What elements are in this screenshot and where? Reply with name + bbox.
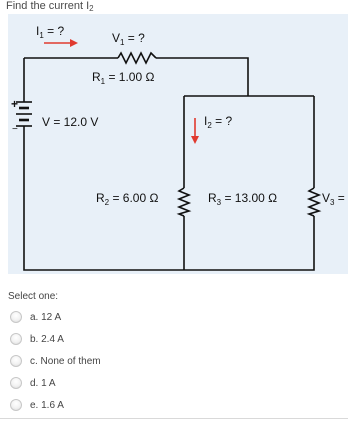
wire-top-right — [156, 58, 248, 96]
i2-arrow — [191, 118, 199, 144]
answer-options — [10, 306, 101, 416]
option-a[interactable] — [10, 306, 101, 328]
radio-button-icon[interactable] — [10, 333, 22, 345]
i2-label: $I_2$ = ? — [204, 114, 233, 130]
r2-resistor — [179, 188, 189, 216]
option-label: a. 12 A — [30, 311, 62, 323]
circuit-wires — [24, 58, 314, 270]
option-label: d. 1 A — [30, 377, 56, 389]
r2-label: $R_2 = 6.00$ Ω — [96, 191, 159, 207]
option-label: e. 1.6 A — [30, 399, 64, 411]
option-label: c. None of them — [30, 355, 101, 367]
circuit-diagram — [8, 14, 348, 274]
radio-button-icon[interactable] — [10, 377, 22, 389]
battery-voltage-label: V = 12.0 V — [42, 115, 99, 129]
i1-label: $I_1$ = ? — [36, 24, 65, 40]
r1-resistor — [118, 53, 156, 63]
radio-button-icon[interactable] — [10, 311, 22, 323]
question-text — [6, 0, 94, 13]
option-d[interactable] — [10, 372, 101, 394]
radio-button-icon[interactable] — [10, 399, 22, 411]
v3-label: $V_3$ = — [322, 191, 345, 207]
r3-resistor — [309, 188, 319, 216]
v1-label: $V_1$ = ? — [112, 31, 145, 47]
r3-label: $R_3 = 13.00$ Ω — [208, 191, 278, 207]
option-label: b. 2.4 A — [30, 333, 64, 345]
battery-minus-sign: − — [12, 124, 18, 135]
option-e[interactable] — [10, 394, 101, 416]
bottom-divider — [0, 418, 348, 419]
r1-label: $R_1 = 1.00$ Ω — [92, 70, 155, 86]
battery-symbol — [16, 100, 32, 130]
question-prefix: Find the current I — [6, 0, 90, 12]
battery-plus-sign: + — [11, 97, 19, 111]
circuit-figure — [8, 14, 348, 274]
i1-arrow — [44, 39, 78, 47]
select-one-label: Select one: — [8, 291, 59, 302]
wire-r3-bottom — [184, 216, 314, 270]
option-c[interactable] — [10, 350, 101, 372]
radio-button-icon[interactable] — [10, 355, 22, 367]
option-b[interactable] — [10, 328, 101, 350]
question-subscript: 2 — [89, 4, 94, 13]
